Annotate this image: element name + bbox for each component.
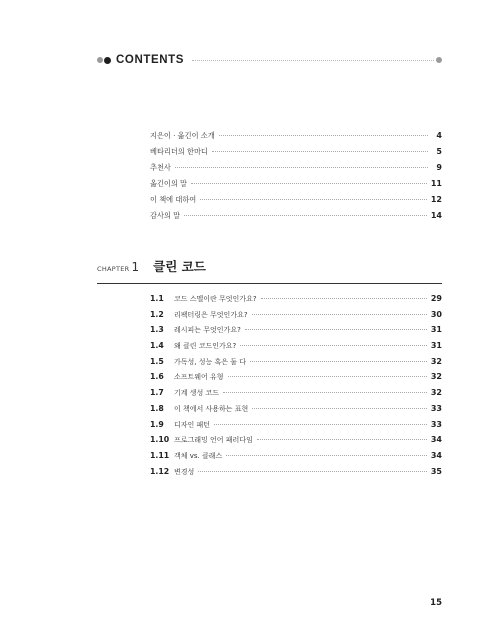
- dot-leader: [191, 183, 427, 184]
- toc-entry[interactable]: [150, 179, 442, 195]
- section-label: 기계 생성 코드: [174, 389, 220, 398]
- contents-title: CONTENTS: [116, 54, 185, 66]
- toc-entry-page: 9: [436, 163, 442, 172]
- dot-leader: [200, 199, 427, 200]
- dot-leader: [252, 314, 427, 315]
- section-entry[interactable]: [150, 325, 442, 341]
- toc-entry[interactable]: [150, 147, 442, 163]
- toc-entry-page: 14: [430, 211, 442, 220]
- section-page: 34: [430, 450, 442, 460]
- section-number: 1.5: [150, 356, 164, 366]
- dot-leader: [252, 408, 427, 409]
- end-dot-icon: [436, 57, 442, 63]
- section-label: 소프트웨어 유형: [174, 373, 224, 382]
- toc-entry-label: 감사의 말: [150, 211, 181, 220]
- section-number: 1.2: [150, 309, 164, 319]
- section-page: 29: [430, 294, 442, 303]
- section-entry[interactable]: [150, 467, 442, 483]
- section-entry[interactable]: [150, 310, 442, 326]
- section-number: 1.9: [150, 419, 164, 429]
- dot-leader: [250, 361, 427, 362]
- section-label: 변경성: [174, 467, 195, 476]
- dot-leader: [212, 151, 428, 152]
- section-label: 레시피는 무엇인가요?: [174, 326, 241, 335]
- toc-entry[interactable]: [150, 195, 442, 211]
- toc-entry-page: 4: [436, 131, 442, 140]
- contents-header: [97, 52, 442, 68]
- toc-entry-label: 추천사: [150, 163, 171, 172]
- section-number: 1.4: [150, 341, 164, 351]
- section-label: 코드 스멜이란 무엇인가요?: [174, 295, 257, 303]
- section-page: 34: [430, 435, 442, 445]
- page-number: 15: [430, 598, 442, 608]
- front-matter-list: [150, 131, 442, 227]
- toc-entry-page: 11: [430, 179, 442, 188]
- section-page: 32: [430, 372, 442, 382]
- chapter-heading[interactable]: [97, 257, 442, 275]
- bullet-dot-icon: [97, 57, 103, 63]
- dot-leader: [261, 298, 427, 299]
- section-page: 30: [430, 309, 442, 319]
- section-page: 35: [430, 466, 442, 476]
- bullet-dot-icon: [104, 57, 111, 64]
- section-page: 33: [430, 403, 442, 413]
- dot-leader: [198, 471, 427, 472]
- dot-leader: [223, 392, 427, 393]
- section-entry[interactable]: [150, 404, 442, 420]
- section-page: 31: [430, 325, 442, 335]
- toc-entry-page: 12: [430, 195, 442, 204]
- section-label: 리팩터링은 무엇인가요?: [174, 310, 248, 319]
- section-label: 객체 vs. 클래스: [174, 451, 223, 460]
- chapter-word: CHAPTER: [97, 265, 130, 273]
- toc-entry[interactable]: [150, 211, 442, 227]
- section-page: 32: [430, 356, 442, 366]
- section-number: 1.6: [150, 372, 164, 382]
- dot-leader: [214, 424, 427, 425]
- toc-entry-label: 지은이 · 옮긴이 소개: [150, 131, 215, 140]
- section-number: 1.10: [150, 435, 170, 445]
- dot-leader: [228, 376, 427, 377]
- section-entry[interactable]: [150, 451, 442, 467]
- toc-entry-label: 베타리더의 한마디: [150, 147, 208, 156]
- section-number: 1.7: [150, 388, 164, 398]
- dot-leader: [219, 135, 428, 136]
- toc-entry-label: 이 책에 대하여: [150, 195, 197, 204]
- section-entry[interactable]: [150, 357, 442, 373]
- section-entry[interactable]: [150, 341, 442, 357]
- chapter-divider: [97, 283, 442, 284]
- section-number: 1.8: [150, 403, 164, 413]
- section-entry[interactable]: [150, 420, 442, 436]
- section-page: 32: [430, 388, 442, 398]
- section-label: 가독성, 성능 혹은 둘 다: [174, 357, 246, 366]
- dot-leader: [240, 345, 427, 346]
- section-number: 1.1: [150, 294, 164, 303]
- section-entry[interactable]: [150, 372, 442, 388]
- dot-leader: [175, 167, 428, 168]
- header-dotted-rule: [192, 60, 434, 61]
- section-list: [150, 294, 442, 482]
- section-entry[interactable]: [150, 388, 442, 404]
- chapter-title: 클린 코드: [153, 259, 206, 274]
- section-entry[interactable]: [150, 435, 442, 451]
- toc-entry-page: 5: [436, 147, 442, 156]
- section-label: 프로그래밍 언어 패러다임: [174, 436, 253, 445]
- dot-leader: [184, 215, 427, 216]
- dot-leader: [245, 329, 427, 330]
- section-entry[interactable]: [150, 294, 442, 310]
- chapter-number: 1: [131, 260, 140, 274]
- toc-entry[interactable]: [150, 131, 442, 147]
- section-number: 1.11: [150, 450, 170, 460]
- section-label: 디자인 패턴: [174, 420, 211, 429]
- section-number: 1.12: [150, 466, 170, 476]
- toc-entry-label: 옮긴이의 말: [150, 179, 188, 188]
- section-label: 왜 클린 코드인가요?: [174, 342, 237, 351]
- section-page: 31: [430, 341, 442, 351]
- section-number: 1.3: [150, 325, 164, 335]
- section-page: 33: [430, 419, 442, 429]
- dot-leader: [226, 455, 427, 456]
- dot-leader: [257, 439, 427, 440]
- toc-entry[interactable]: [150, 163, 442, 179]
- section-label: 이 책에서 사용하는 표현: [174, 404, 249, 413]
